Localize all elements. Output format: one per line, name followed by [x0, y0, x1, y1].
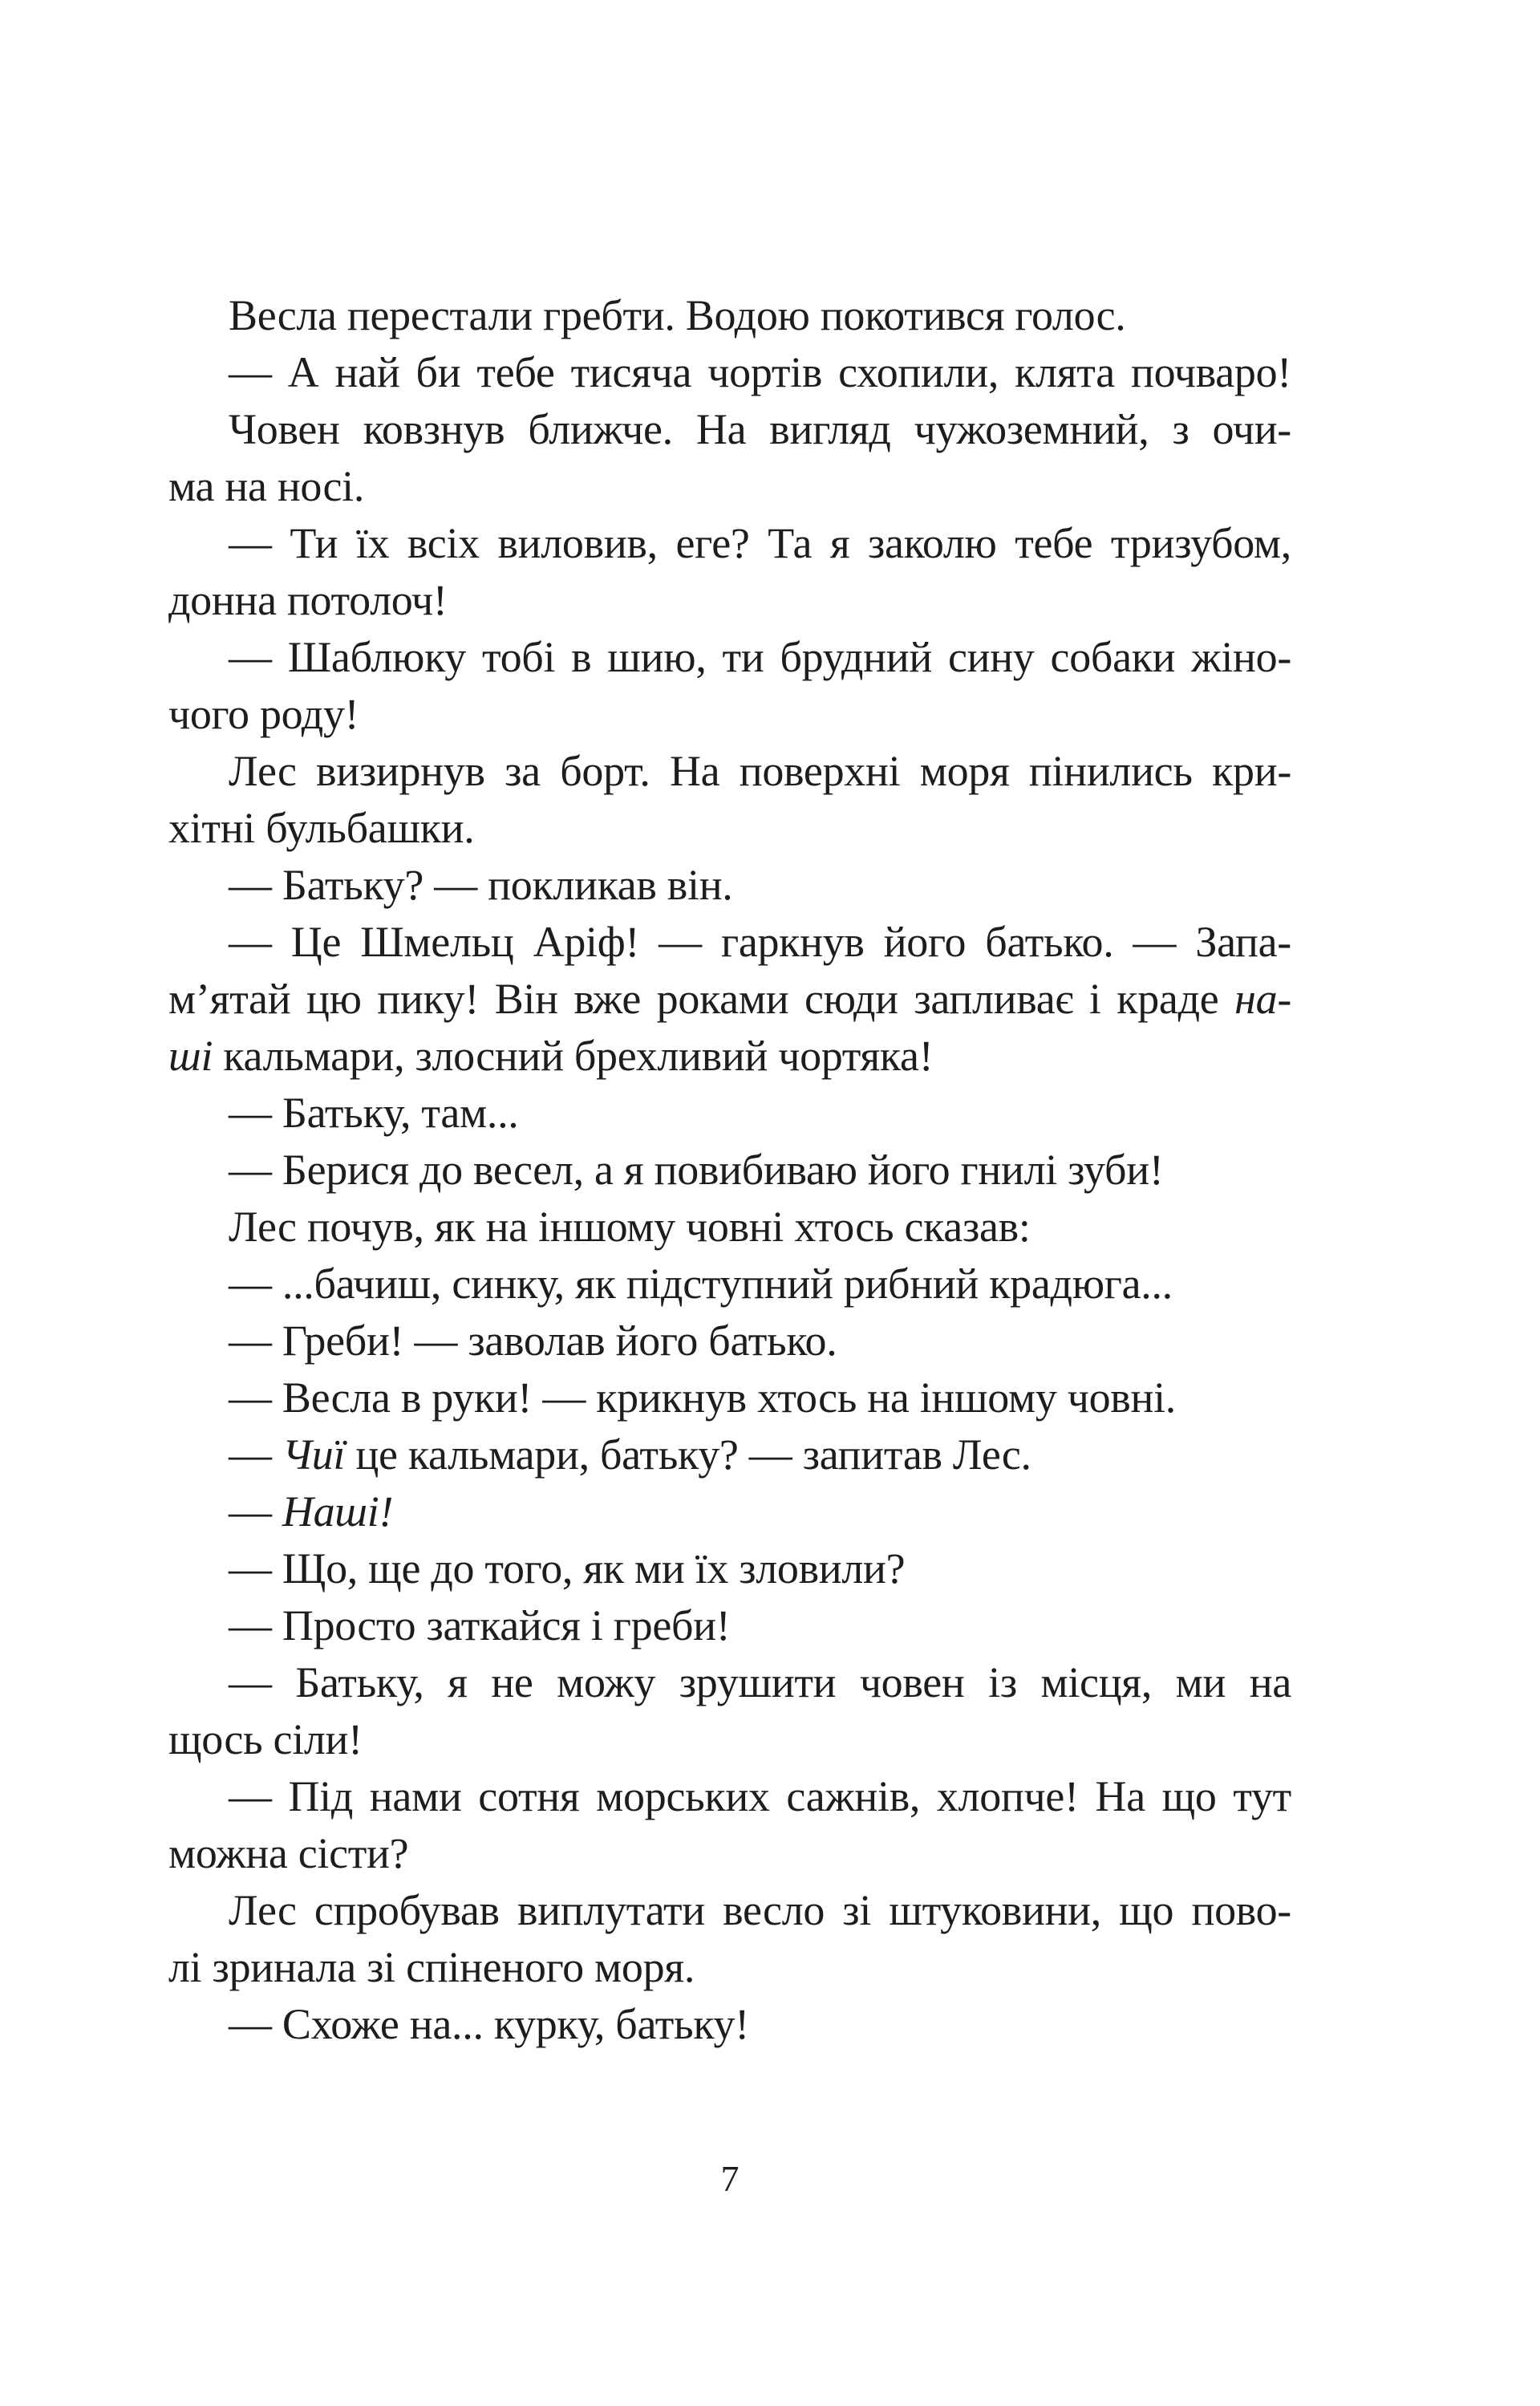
text-line — [168, 629, 1291, 686]
text-line — [168, 857, 1291, 914]
text-segment: — Греби! — заволав його батько. — [229, 1317, 837, 1365]
text-segment: Човен ковзнув ближче. На вигляд чужоземний, з очи- — [229, 405, 1291, 453]
text-line — [168, 287, 1291, 344]
text-segment: кальмари, злосний брехливий чортяка! — [213, 1032, 934, 1080]
text-segment: — Це Шмельц Аріф! — гаркнув його батько. — Запа- — [229, 918, 1291, 966]
text-line — [168, 1825, 1291, 1882]
text-line — [168, 1085, 1291, 1142]
text-line — [168, 743, 1291, 800]
italic-text-segment: Чиї — [282, 1430, 346, 1479]
text-line — [168, 1256, 1291, 1313]
text-segment: — Шаблюку тобі в шию, ти брудний сину собаки жіно- — [229, 633, 1291, 681]
text-line — [168, 1882, 1291, 1939]
text-segment: — Ти їх всіх виловив, еге? Та я заколю тебе тризубом, — [229, 519, 1291, 567]
text-segment: — Батьку? — покликав він. — [229, 861, 733, 909]
text-segment: Лес спробував виплутати весло зі штуковини, що пово- — [229, 1886, 1291, 1934]
text-line — [168, 1483, 1291, 1540]
book-page-text — [168, 287, 1291, 2053]
text-segment: — ...бачиш, синку, як підступний рибний крадюга... — [229, 1260, 1173, 1308]
text-line — [168, 1142, 1291, 1199]
text-segment: лі зринала зі спіненого моря. — [168, 1943, 695, 1991]
italic-text-segment: Наші! — [282, 1487, 394, 1536]
text-segment: м’ятай цю пику! Він вже роками сюди запливає і краде — [168, 975, 1235, 1023]
text-segment: ма на носі. — [168, 462, 365, 510]
text-segment: — А най би тебе тисяча чортів схопили, клята почваро! — [229, 348, 1291, 396]
text-line — [168, 971, 1291, 1028]
text-line — [168, 344, 1291, 401]
text-segment: щось сіли! — [168, 1715, 363, 1763]
text-segment: — Що, ще до того, як ми їх зловили? — [229, 1544, 906, 1593]
text-segment: — — [229, 1430, 282, 1479]
text-line — [168, 1996, 1291, 2053]
text-segment: донна потолоч! — [168, 576, 448, 624]
text-segment: можна сісти? — [168, 1829, 409, 1877]
text-segment: — Схоже на... курку, батьку! — [229, 2000, 749, 2048]
text-segment: Лес почув, як на іншому човні хтось сказав: — [229, 1203, 1031, 1251]
text-line — [168, 1028, 1291, 1085]
text-line — [168, 1426, 1291, 1483]
italic-text-segment: ші — [168, 1032, 213, 1080]
text-line — [168, 1654, 1291, 1711]
italic-text-segment: на- — [1234, 975, 1291, 1023]
text-segment: чого роду! — [168, 690, 359, 738]
text-line — [168, 800, 1291, 857]
text-segment: хітні бульбашки. — [168, 804, 475, 852]
text-segment: — Весла в руки! — крикнув хтось на іншому човні. — [229, 1373, 1177, 1422]
text-line — [168, 1540, 1291, 1597]
text-segment: — Берися до весел, а я повибиваю його гнилі зуби! — [229, 1146, 1164, 1194]
text-line — [168, 401, 1291, 458]
text-line — [168, 1939, 1291, 1996]
text-segment: це кальмари, батьку? — запитав Лес. — [345, 1430, 1031, 1479]
text-line — [168, 686, 1291, 743]
text-segment: — Батьку, там... — [229, 1089, 519, 1137]
text-line — [168, 1199, 1291, 1256]
text-line — [168, 1711, 1291, 1768]
text-line — [168, 1313, 1291, 1369]
page-number: 7 — [720, 2158, 740, 2199]
text-line — [168, 458, 1291, 515]
text-line — [168, 914, 1291, 971]
text-line — [168, 572, 1291, 629]
text-line — [168, 515, 1291, 572]
text-segment: — Батьку, я не можу зрушити човен із місця, ми на — [229, 1658, 1291, 1706]
text-line — [168, 1768, 1291, 1825]
text-segment: Лес визирнув за борт. На поверхні моря пінились кри- — [229, 747, 1291, 795]
text-segment: Весла перестали гребти. Водою покотився голос. — [229, 291, 1126, 339]
text-segment: — Просто заткайся і греби! — [229, 1601, 731, 1649]
text-segment: — — [229, 1487, 282, 1536]
text-segment: — Під нами сотня морських сажнів, хлопче! На що тут — [229, 1772, 1291, 1820]
text-line — [168, 1597, 1291, 1654]
text-line — [168, 1369, 1291, 1426]
